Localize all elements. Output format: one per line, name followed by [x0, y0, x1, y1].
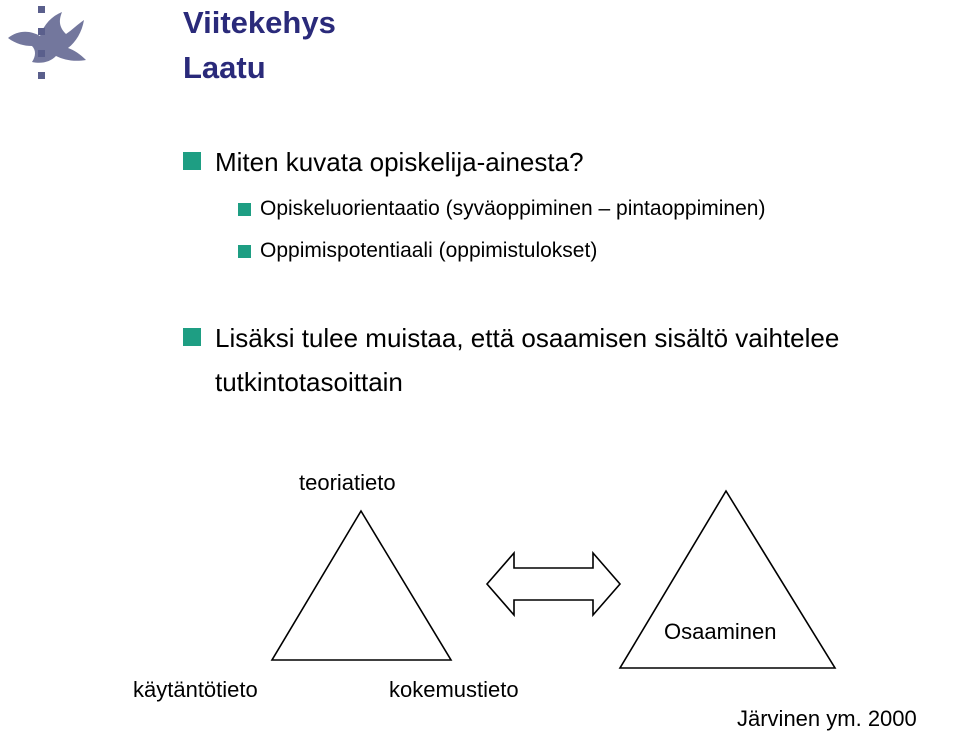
knowledge-triangle [272, 511, 451, 660]
label-experience-knowledge: kokemustieto [389, 677, 519, 702]
page-subtitle: Laatu [183, 50, 266, 85]
sub-bullet-text: Oppimispotentiaali (oppimistulokset) [260, 239, 598, 262]
double-arrow-icon [487, 553, 620, 615]
citation: Järvinen ym. 2000 [737, 706, 917, 731]
label-practical-knowledge: käytäntötieto [133, 677, 258, 702]
sub-bullet-text: Opiskeluorientaatio (syväoppiminen – pintaoppiminen) [260, 197, 766, 220]
label-competence: Osaaminen [664, 619, 777, 644]
bullet-text-continued: tutkintotasoittain [215, 367, 403, 397]
bullet-text: Lisäksi tulee muistaa, että osaamisen sisältö vaihtelee [215, 323, 840, 353]
page-title: Viitekehys [183, 5, 336, 40]
label-theory-knowledge: teoriatieto [299, 470, 396, 495]
bullet-text: Miten kuvata opiskelija-ainesta? [215, 147, 584, 177]
